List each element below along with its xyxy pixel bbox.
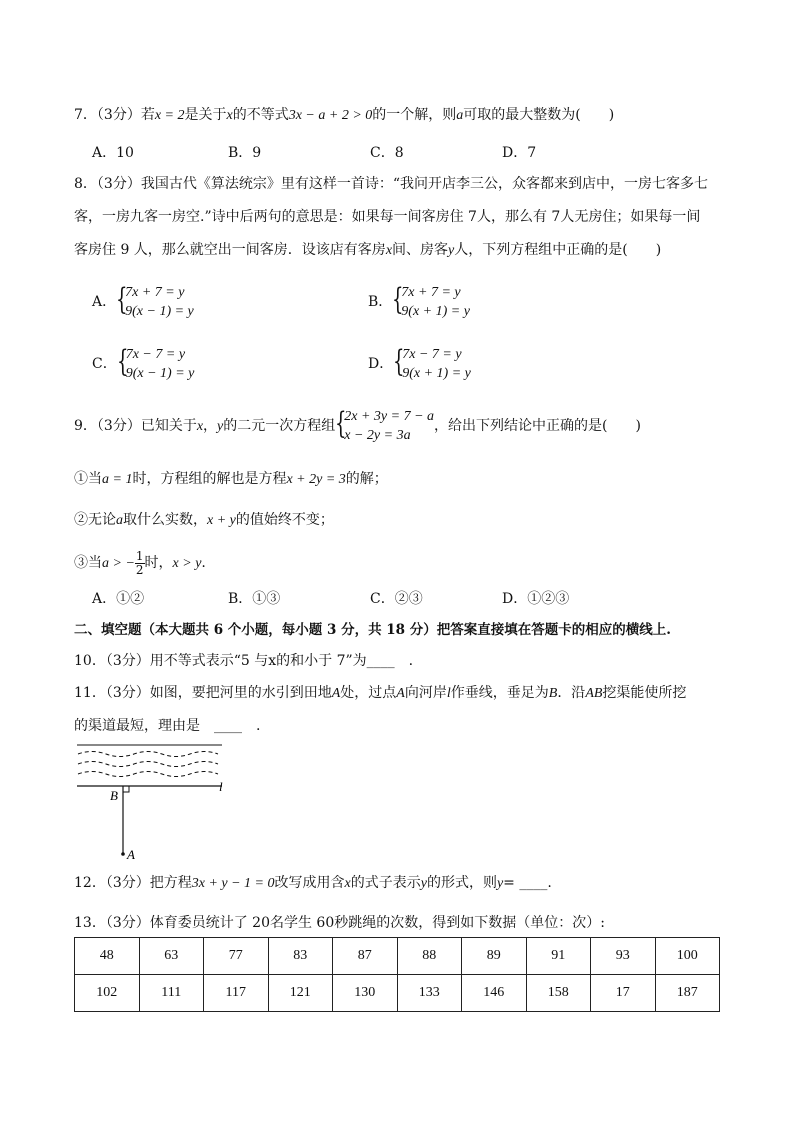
- q12-stem: 12．（3分）把方程3x + y − 1 = 0改写成用含x的式子表示y的形式，则y= ____.: [74, 875, 552, 891]
- table-row: [75, 975, 720, 1012]
- right-angle-mark: [123, 786, 129, 792]
- table-cell: 111: [139, 975, 204, 1012]
- table-cell: 133: [397, 975, 462, 1012]
- q9-option-b: B．①③: [228, 591, 281, 607]
- section-heading: 二、填空题（本大题共 6 个小题，每小题 3 分，共 18 分）把答案直接填在答题卡的相应的横线上.: [74, 622, 671, 638]
- table-cell: 63: [139, 938, 204, 975]
- q9-option-c: C．②③: [370, 591, 423, 607]
- q8-option-d: D． { 7x − 7 = y 9(x + 1) = y: [368, 344, 471, 381]
- water-wave-1: [78, 752, 218, 757]
- q7-stem: 7．（3分）若x = 2是关于x的不等式3x − a + 2 > 0的一个解，则a可取的最大整数为( ): [74, 107, 615, 123]
- water-wave-2: [78, 762, 218, 767]
- q7-option-c: C．8: [370, 145, 404, 161]
- q9-option-d: D．①②③: [502, 591, 570, 607]
- table-cell: 89: [462, 938, 527, 975]
- q13-stem: 13．（3分）体育委员统计了 20名学生 60秒跳绳的次数，得到如下数据（单位：次）:: [74, 915, 605, 931]
- q8-option-c: C． { 7x − 7 = y 9(x − 1) = y: [92, 344, 195, 381]
- label-a: A: [127, 847, 135, 862]
- q9-conclusion-3: ③当a > − $\frac{1}{2}$ 时，x > y.: [74, 548, 206, 577]
- q7-option-b: B．9: [228, 145, 262, 161]
- jump-rope-data-table: [74, 937, 720, 1012]
- table-cell: 83: [268, 938, 333, 975]
- q9-option-a: A．①②: [92, 591, 145, 607]
- q9-conclusion-1: ①当a = 1时，方程组的解也是方程x + 2y = 3的解；: [74, 471, 388, 487]
- table-cell: 91: [526, 938, 591, 975]
- q8-line-1: 8．（3分）我国古代《算法统宗》里有这样一首诗：“我问开店李三公，众客都来到店中，一房七客多七: [74, 176, 708, 192]
- q8-line-2: 客，一房九客一房空.”诗中后两句的意思是：如果每一间客房住 7人，那么有 7人无房住；如果每一间: [74, 209, 701, 225]
- table-cell: 87: [333, 938, 398, 975]
- water-wave-3: [78, 772, 218, 777]
- table-cell: 77: [204, 938, 269, 975]
- table-cell: 121: [268, 975, 333, 1012]
- table-cell: 187: [655, 975, 720, 1012]
- q8-option-b: B． { 7x + 7 = y 9(x + 1) = y: [368, 282, 470, 319]
- q11-line-2: 的渠道最短，理由是 ____ .: [74, 718, 261, 734]
- q8-line-3: 客房住 9 人，那么就空出一间客房．设该店有客房x间、房客y人，下列方程组中正确的是( ): [74, 242, 662, 258]
- label-b: B: [110, 788, 118, 803]
- table-cell: 158: [526, 975, 591, 1012]
- q8-option-a: A． { 7x + 7 = y 9(x − 1) = y: [92, 282, 194, 319]
- q9-stem: 9．（3分）已知关于x，y的二元一次方程组 { 2x + 3y = 7 − a x − 2y = 3a ，给出下列结论中正确的是( ): [74, 406, 641, 443]
- table-cell: 93: [591, 938, 656, 975]
- table-cell: 48: [75, 938, 140, 975]
- river-figure: [74, 742, 234, 862]
- q7-option-a: A．10: [92, 145, 134, 161]
- table-cell: 102: [75, 975, 140, 1012]
- table-cell: 88: [397, 938, 462, 975]
- table-cell: 146: [462, 975, 527, 1012]
- fraction-one-half: $\frac{1}{2}$: [135, 548, 144, 577]
- q11-line-1: 11．（3分）如图，要把河里的水引到田地A处，过点A向河岸l作垂线，垂足为B．沿AB挖渠能使所挖: [74, 685, 687, 701]
- q9-conclusion-2: ②无论a取什么实数，x + y的值始终不变；: [74, 512, 334, 528]
- table-cell: 100: [655, 938, 720, 975]
- table-cell: 17: [591, 975, 656, 1012]
- q7-option-d: D．7: [502, 145, 537, 161]
- table-cell: 130: [333, 975, 398, 1012]
- table-cell: 117: [204, 975, 269, 1012]
- label-l: l: [219, 779, 223, 794]
- point-a: [121, 852, 125, 856]
- table-row: [75, 938, 720, 975]
- q10-stem: 10．（3分）用不等式表示“5 与x的和小于 7”为____ .: [74, 653, 414, 669]
